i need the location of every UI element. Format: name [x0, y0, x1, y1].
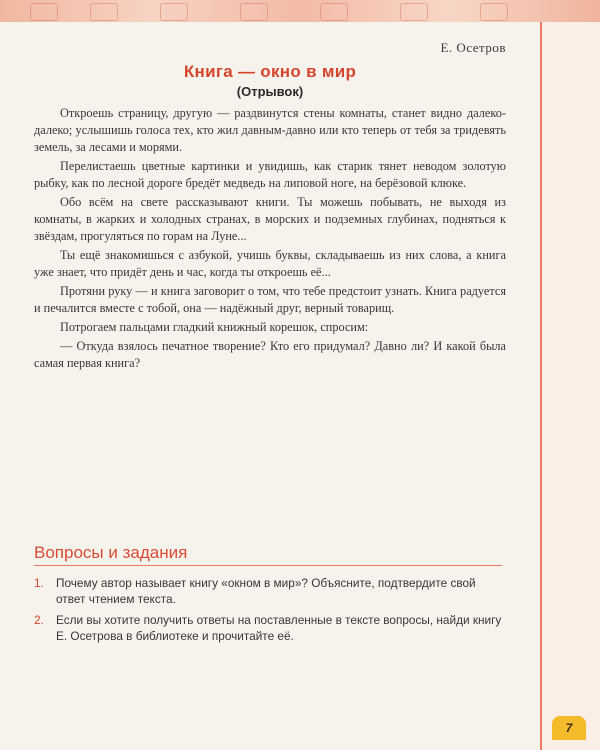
- decor-icon: [160, 3, 188, 21]
- page-margin-strip: [540, 22, 600, 750]
- decor-icon: [90, 3, 118, 21]
- text-paragraph: — Откуда взялось печатное творение? Кто его придумал? Давно ли? И какой была самая первая книга?: [34, 339, 506, 370]
- questions-list: [34, 575, 504, 649]
- question-item: [34, 575, 504, 607]
- story-subtitle: (Отрывок): [236, 84, 304, 99]
- text-paragraph: Ты ещё знакомишься с азбукой, учишь буквы, складываешь из них слова, а книга уже знает, что придёт день и час, когда ты откроешь её...: [34, 248, 506, 279]
- decor-icon: [320, 3, 348, 21]
- question-number: 1.: [34, 576, 44, 590]
- text-paragraph: Перелистаешь цветные картинки и увидишь, как старик тянет неводом золотую рыбку, как по лесной дороге бредёт медведь на липовой ноге, на берёзовой клюке.: [34, 159, 506, 190]
- decor-icon: [240, 3, 268, 21]
- question-text: Почему автор называет книгу «окном в мир»? Объясните, подтвердите свой ответ чтением текста.: [56, 576, 476, 606]
- decor-icon: [480, 3, 508, 21]
- questions-heading: Вопросы и задания: [34, 543, 502, 566]
- decor-icon: [400, 3, 428, 21]
- decor-icon: [30, 3, 58, 21]
- page-number: 7: [552, 716, 586, 740]
- author-name: Е. Осетров: [440, 40, 506, 55]
- story-title: Книга — окно в мир: [183, 62, 357, 81]
- reading-text: [34, 40, 506, 374]
- text-paragraph: Протяни руку — и книга заговорит о том, что тебе предстоит узнать. Книга радуется и печалится вместе с тобой, она — надёжный друг, верный товарищ.: [34, 284, 506, 315]
- question-item: [34, 612, 504, 644]
- text-paragraph: Обо всём на свете рассказывают книги. Ты можешь побывать, не выходя из комнаты, в жарких и холодных странах, в морских и подземных глубинах, подняться к звёздам, прогуляться по горам на Луне...: [34, 195, 506, 243]
- text-paragraph: Откроешь страницу, другую — раздвинутся стены комнаты, станет видно далеко-далеко; услышишь голоса тех, кто жил давным-давно или кто теперь от тебя за тридевять земель, за лесами и морями.: [34, 106, 506, 154]
- decorative-header-band: [0, 0, 600, 22]
- question-text: Если вы хотите получить ответы на поставленные в тексте вопросы, найди книгу Е. Осетрова в библиотеке и прочитайте её.: [56, 613, 502, 643]
- text-paragraph: Потрогаем пальцами гладкий книжный корешок, спросим:: [60, 320, 369, 334]
- question-number: 2.: [34, 613, 44, 627]
